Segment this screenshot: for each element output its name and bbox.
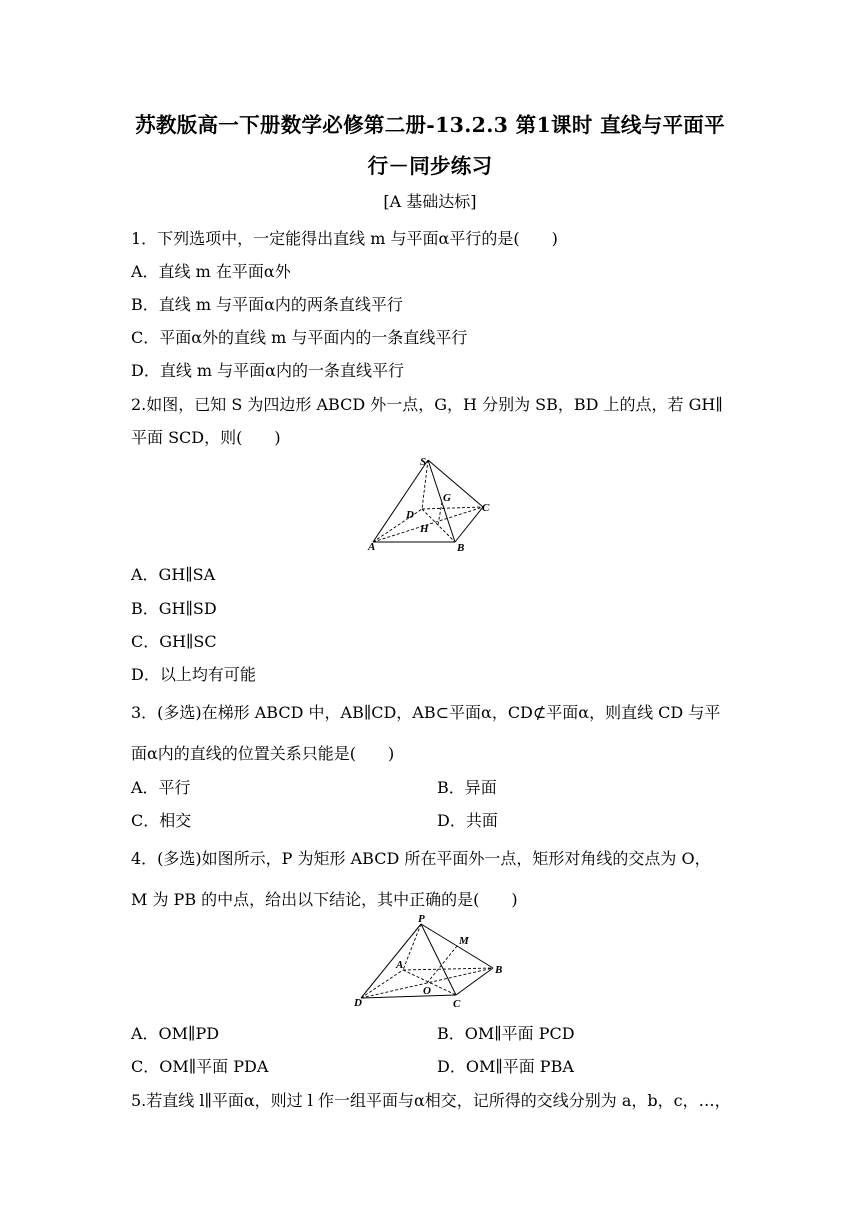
label-C: C	[482, 502, 490, 514]
label-S: S	[420, 456, 427, 468]
q3-option-b: B．异面	[437, 778, 497, 797]
edge-bc	[455, 507, 483, 542]
document-title-line1: 苏教版高一下册数学必修第二册-13.2.3 第1课时 直线与平面平	[135, 113, 725, 137]
q1-option-d: D．直线 m 与平面α内的一条直线平行	[131, 361, 404, 380]
q4-stem-line1: 4．(多选)如图所示，P 为矩形 ABCD 所在平面外一点，矩形对角线的交点为 O，	[131, 849, 711, 868]
label-A: A	[396, 959, 404, 971]
q3-option-a: A．平行	[131, 778, 191, 797]
label-C: C	[453, 998, 461, 1010]
label-D: D	[354, 997, 362, 1009]
label-A: A	[368, 541, 376, 553]
segment-gh	[438, 502, 442, 525]
q2-stem-line2: 平面 SCD，则( )	[131, 428, 281, 447]
q2-pyramid-figure	[360, 450, 505, 555]
q2-option-c: C．GH∥SC	[131, 632, 217, 651]
q1-option-a: A．直线 m 在平面α外	[131, 262, 291, 281]
edge-dc-hidden	[422, 507, 483, 509]
q2-option-b: B．GH∥SD	[131, 599, 217, 618]
document-title-line2: 行－同步练习	[367, 154, 493, 178]
q4-pyramid-figure	[348, 910, 518, 1012]
q1-option-b: B．直线 m 与平面α内的两条直线平行	[131, 295, 403, 314]
q3-stem-line1: 3．(多选)在梯形 ABCD 中，AB∥CD，AB⊂平面α，CD⊄平面α，则直线 CD 与平	[131, 703, 721, 722]
segment-om	[427, 946, 457, 983]
q4-option-c: C．OM∥平面 PDA	[131, 1057, 269, 1076]
q4-option-d: D．OM∥平面 PBA	[437, 1057, 574, 1076]
edge-ab-hidden	[403, 968, 493, 970]
section-heading: [A 基础达标]	[383, 192, 477, 211]
q3-stem-line2: 面α内的直线的位置关系只能是( )	[131, 744, 395, 763]
label-B: B	[457, 542, 465, 554]
q4-option-a: A．OM∥PD	[131, 1024, 220, 1043]
q2-option-a: A．GH∥SA	[131, 565, 216, 584]
edge-dc	[361, 995, 456, 998]
q1-option-c: C．平面α外的直线 m 与平面内的一条直线平行	[131, 328, 468, 347]
label-B: B	[495, 964, 503, 976]
q2-stem-line1: 2.如图，已知 S 为四边形 ABCD 外一点，G，H 分别为 SB，BD 上的点，若 GH∥	[131, 395, 723, 414]
q5-stem-line1: 5.若直线 l∥平面α，则过 l 作一组平面与α相交，记所得的交线分别为 a，b，c，…，	[131, 1091, 731, 1110]
label-D: D	[406, 509, 414, 521]
label-P: P	[418, 913, 425, 925]
edge-pd	[361, 924, 421, 998]
label-H: H	[420, 523, 429, 535]
label-G: G	[443, 492, 451, 504]
edge-pa-hidden	[403, 924, 421, 970]
label-O: O	[423, 985, 431, 997]
label-M: M	[459, 935, 469, 947]
q4-option-b: B．OM∥平面 PCD	[437, 1024, 575, 1043]
q3-option-c: C．相交	[131, 811, 192, 830]
q3-option-d: D．共面	[437, 811, 498, 830]
q1-stem: 1．下列选项中，一定能得出直线 m 与平面α平行的是( )	[131, 229, 558, 248]
edge-da-hidden	[361, 970, 403, 998]
q4-stem-line2: M 为 PB 的中点，给出以下结论，其中正确的是( )	[131, 890, 518, 909]
q2-option-d: D．以上均有可能	[131, 665, 256, 684]
edge-ad-hidden	[373, 509, 422, 542]
